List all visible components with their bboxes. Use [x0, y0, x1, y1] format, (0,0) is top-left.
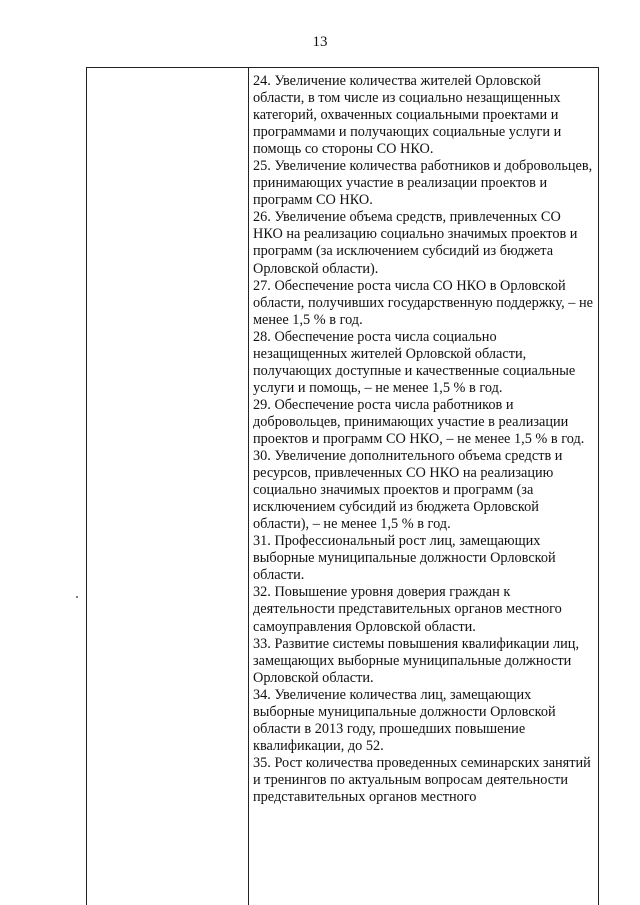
table-right-column — [253, 73, 593, 806]
list-item-33: 33. Развитие системы повышения квалификации лиц, замещающих выборные муниципальные должности Орловской области. — [253, 635, 580, 686]
page-number: 13 — [312, 34, 328, 50]
list-item-32: 32. Повышение уровня доверия граждан к деятельности представительных органов местного самоуправления Орловской области. — [253, 584, 562, 635]
list-item-28: 28. Обеспечение роста числа социально незащищенных жителей Орловской области, получающих доступные и качественные социальные услуги и помощь, – не менее 1,5 % в год. — [253, 328, 576, 396]
list-item-30: 30. Увеличение дополнительного объема средств и ресурсов, привлеченных СО НКО на реализацию социально значимых проектов и программ (за исключением субсидий из бюджета Орловской области), – не менее 1,5 % в год. — [253, 448, 563, 533]
list-item-27: 27. Обеспечение роста числа СО НКО в Орловской области, получивших государственную поддержку, – не менее 1,5 % в год. — [253, 277, 593, 328]
table-left-column — [87, 68, 249, 905]
list-item-34: 34. Увеличение количества лиц, замещающих выборные муниципальные должности Орловской области в 2013 году, прошедших повышение квалификации, до 52. — [253, 686, 556, 754]
list-item-24: 24. Увеличение количества жителей Орловской области, в том числе из социально незащищенных категорий, охваченных социальными проектами и программами и получающих социальные услуги и помощь со стороны СО НКО. — [253, 73, 562, 158]
list-item-26: 26. Увеличение объема средств, привлеченных СО НКО на реализацию социально значимых проектов и программ (за исключением субсидий из бюджета Орловской области). — [253, 209, 578, 277]
scan-speck — [76, 596, 78, 598]
list-item-29: 29. Обеспечение роста числа работников и добровольцев, принимающих участие в реализации проектов и программ СО НКО, – не менее 1,5 % в год. — [253, 396, 585, 447]
list-item-25: 25. Увеличение количества работников и добровольцев, принимающих участие в реализации проектов и программ СО НКО. — [253, 158, 593, 209]
list-item-35: 35. Рост количества проведенных семинарских занятий и тренингов по актуальным вопросам деятельности представительных органов местного — [253, 754, 591, 805]
document-table — [86, 67, 599, 905]
list-item-31: 31. Профессиональный рост лиц, замещающих выборные муниципальные должности Орловской области. — [253, 533, 556, 584]
